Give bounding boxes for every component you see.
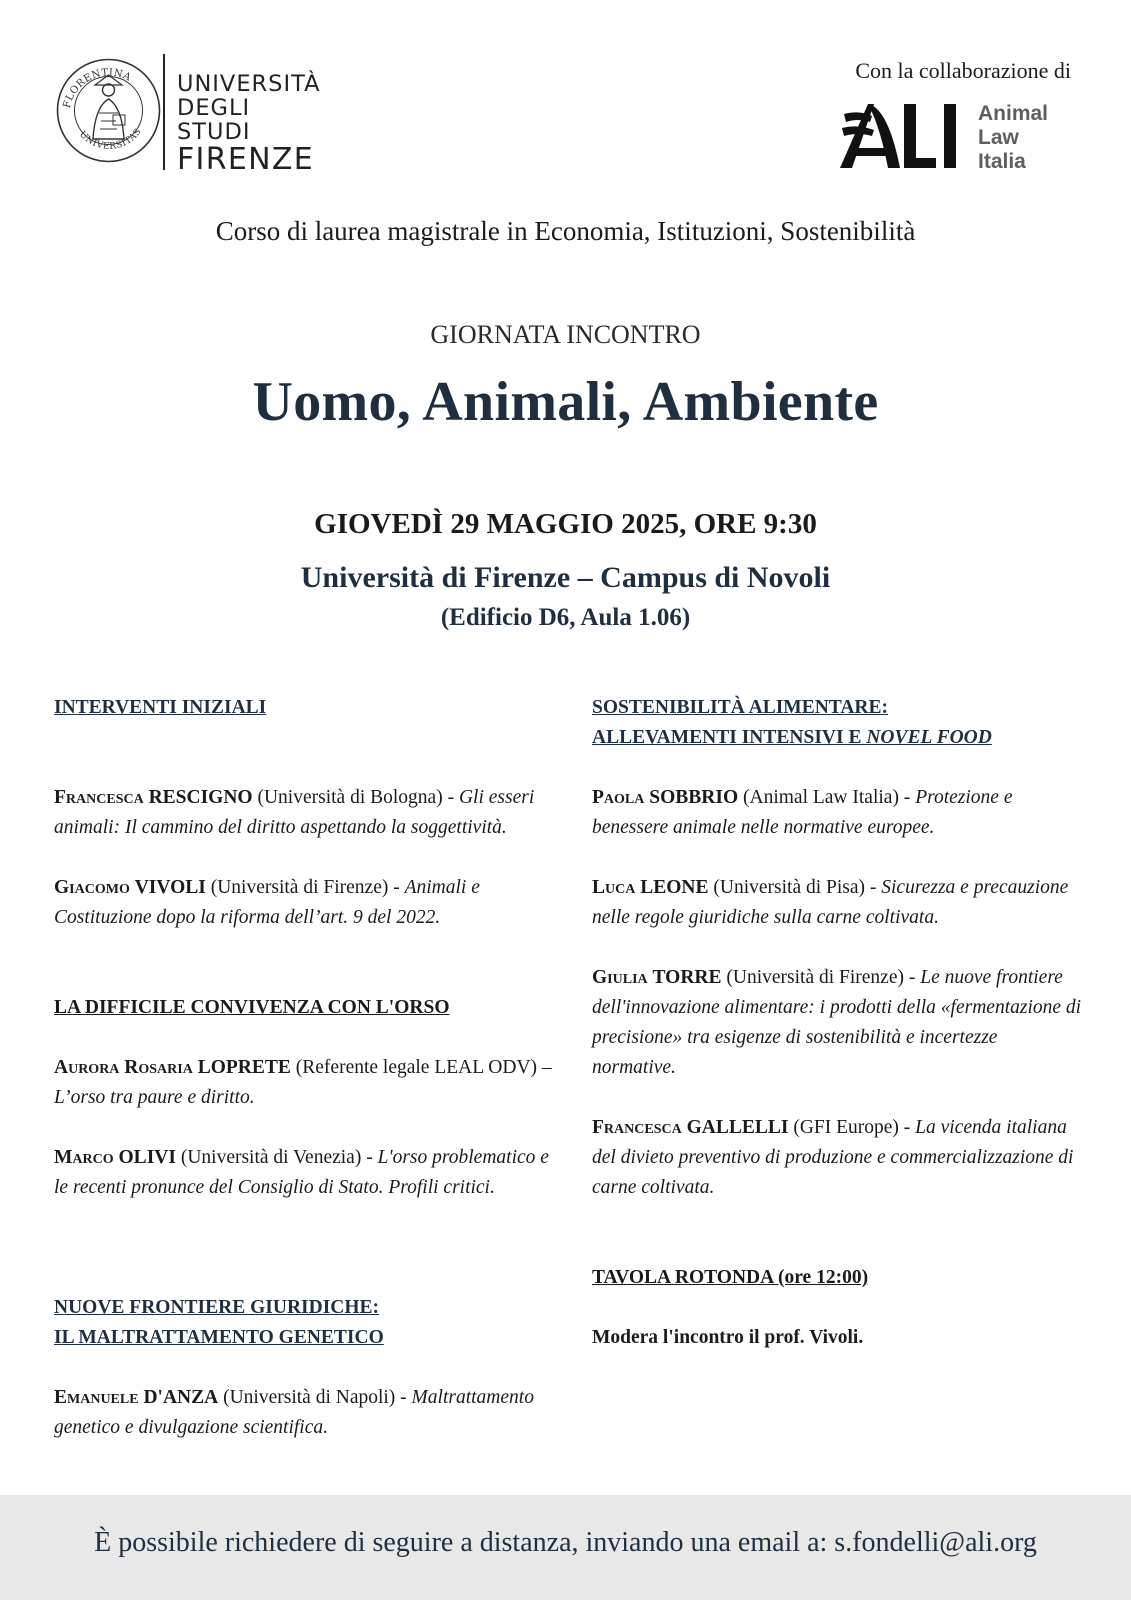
speaker-last-name: VIVOLI [134,877,206,898]
speaker-affiliation: (GFI Europe) - [788,1117,916,1138]
speaker-affiliation: (Università di Venezia) - [175,1147,378,1168]
talk-title: Gli esseri animali: Il cammino del diritto aspettando la soggettività. [54,787,535,838]
speaker-affiliation: (Università di Firenze) - [205,877,405,898]
talk-entry [592,963,1082,1083]
section-heading-line: NUOVE FRONTIERE GIURIDICHE: [54,1297,380,1318]
university-name-line-2: DEGLI STUDI [177,95,251,145]
speaker-first-name: Giacomo [54,877,130,898]
talk-entry [592,1113,1082,1203]
partner-name-line-2: Law [978,126,1019,149]
heading-text: ALLEVAMENTI INTENSIVI E [592,727,867,748]
ali-logo-icon [838,96,963,171]
speaker-last-name: RESCIGNO [148,787,253,808]
speaker-last-name: GALLELLI [686,1117,789,1138]
footer-contact-text: È possibile richiedere di seguire a distanza, inviando una email a: s.fondelli@ali.org [94,1527,1037,1558]
event-type: GIORNATA INCONTRO [430,320,701,349]
event-room: (Edificio D6, Aula 1.06) [440,604,691,631]
collaboration-label: Con la collaborazione di [855,58,1071,83]
talk-title: La vicenda italiana del divieto preventivo di produzione e commercializzazione di carne coltivata. [592,1117,1074,1198]
talk-title: Animali e Costituzione dopo la riforma dell’art. 9 del 2022. [54,877,480,928]
program-left-column [54,693,554,1443]
section-heading-line [592,723,1082,753]
footer-band [0,1495,1131,1600]
speaker-first-name: Paola [592,787,645,808]
talk-title: Protezione e benessere animale nelle normative europee. [592,787,1013,838]
speaker-last-name: LEONE [640,877,709,898]
speaker-affiliation: (Università di Pisa) - [708,877,882,898]
section-heading: TAVOLA ROTONDA (ore 12:00) [592,1267,869,1288]
talk-entry [54,1383,554,1443]
university-logo [55,54,321,177]
talk-entry [592,873,1082,933]
partner-name-line-3: Italia [978,150,1026,173]
speaker-affiliation: (Università di Bologna) - [252,787,459,808]
seal-top-text: FLORENTINA [61,67,133,110]
speaker-first-name: Francesca [592,1117,682,1138]
section-heading: INTERVENTI INIZIALI [54,697,267,718]
speaker-last-name: TORRE [652,967,722,988]
partner-logo [838,96,1068,174]
speaker-first-name: Luca [592,877,636,898]
section-heading-line: IL MALTRATTAMENTO GENETICO [54,1327,384,1348]
speaker-first-name: Francesca [54,787,144,808]
talk-title: Le nuove frontiere dell'innovazione alimentare: i prodotti della «fermentazione di precisione» tra esigenze di sostenibilità e incertezze normative. [592,967,1082,1078]
program-right-column [592,693,1082,1353]
speaker-first-name: Emanuele [54,1387,139,1408]
talk-entry [54,1143,554,1203]
speaker-last-name: SOBBRIO [649,787,739,808]
talk-title: Sicurezza e precauzione nelle regole giuridiche sulla carne coltivata. [592,877,1069,928]
talk-title: L’orso tra paure e diritto. [54,1087,255,1108]
speaker-last-name: D'ANZA [143,1387,219,1408]
talk-entry [54,783,554,843]
speaker-affiliation: (Animal Law Italia) - [738,787,916,808]
speaker-first-name: Aurora Rosaria [54,1057,193,1078]
talk-title: Maltrattamento genetico e divulgazione scientifica. [54,1387,534,1438]
event-title: Uomo, Animali, Ambiente [252,371,879,433]
university-name-line-3: FIRENZE [177,142,314,177]
speaker-last-name: LOPRETE [197,1057,291,1078]
section-heading: LA DIFFICILE CONVIVENZA CON L'ORSO [54,997,450,1018]
speaker-affiliation: (Referente legale LEAL ODV) – [290,1057,552,1078]
course-name: Corso di laurea magistrale in Economia, Istituzioni, Sostenibilità [215,216,916,246]
speaker-first-name: Marco [54,1147,114,1168]
logo-divider [163,54,165,170]
seal-bottom-text: UNIVERSITAS [77,126,144,152]
section-heading-line: SOSTENIBILITÀ ALIMENTARE: [592,697,889,718]
speaker-first-name: Giulia [592,967,648,988]
talk-entry [592,783,1082,843]
heading-italic-text: NOVEL FOOD [866,727,992,748]
university-name-line-1: UNIVERSITÀ [177,71,321,97]
speaker-affiliation: (Università di Firenze) - [721,967,921,988]
speaker-affiliation: (Università di Napoli) - [218,1387,412,1408]
talk-entry [54,1053,554,1113]
event-date: GIOVEDÌ 29 MAGGIO 2025, ORE 9:30 [314,508,817,540]
partner-name [978,102,1048,174]
talk-title: L'orso problematico e le recenti pronunce del Consiglio di Stato. Profili critici. [54,1147,549,1198]
moderator-note: Modera l'incontro il prof. Vivoli. [592,1327,864,1348]
talk-entry [54,873,554,933]
university-seal-icon [55,57,162,164]
event-venue: Università di Firenze – Campus di Novoli [300,561,831,594]
university-name [177,72,320,176]
speaker-last-name: OLIVI [118,1147,176,1168]
partner-name-line-1: Animal [978,102,1049,125]
